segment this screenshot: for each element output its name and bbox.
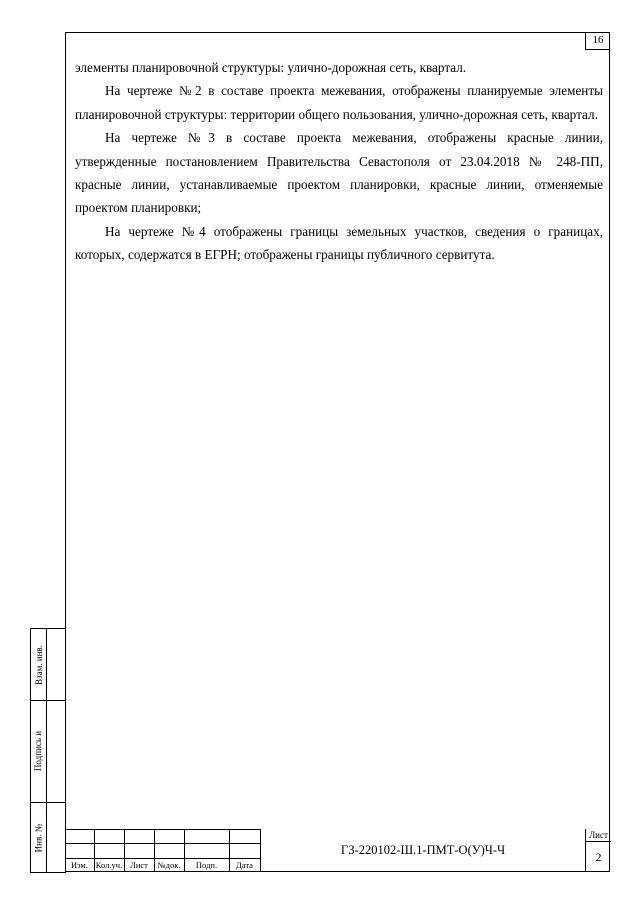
title-block-grid bbox=[65, 829, 260, 872]
title-block-header-data: Дата bbox=[236, 860, 253, 870]
side-strip-divider bbox=[46, 629, 47, 872]
document-code bbox=[260, 829, 585, 872]
side-label-podpis: Подпись и bbox=[33, 730, 44, 772]
document-code-text: ГЗ-220102-Ш.1-ПМТ-О(У)Ч-Ч bbox=[340, 843, 506, 857]
paragraph-3: На чертеже №3 в составе проекта межевания, отображены красные линии, утвержденные постановлением Правительства Севастополя от 23.04.2018 № 248-ПП, красные линии, устанавливаемые проектом планировки, красные линии, отменяемые проектом планировки; bbox=[75, 130, 603, 216]
title-block-header-list: Лист bbox=[130, 860, 148, 870]
sheet-number: 2 bbox=[595, 850, 602, 864]
title-block-header-kol-uch: Кол.уч. bbox=[95, 860, 123, 870]
side-label-vzam-inv: Взам. инв. bbox=[33, 644, 44, 685]
page-number: 16 bbox=[585, 32, 610, 50]
title-block-header-izm: Изм. bbox=[71, 860, 88, 870]
paragraph-1: элементы планировочной структуры: улично-дорожная сеть, квартал. bbox=[75, 60, 467, 75]
title-block-header-nodok: №док. bbox=[157, 860, 181, 870]
paragraph-2: На чертеже №2 в составе проекта межевания, отображены планируемые элементы планировочной структуры: территории общего пользования, улично-дорожная сеть, квартал. bbox=[75, 83, 603, 122]
body-text bbox=[75, 56, 603, 267]
paragraph-4: На чертеже №4 отображены границы земельных участков, сведения о границах, которых, содержатся в ЕГРН; отображены границы публичного сервитута. bbox=[75, 223, 603, 263]
side-strip bbox=[30, 628, 66, 873]
sheet-cell bbox=[585, 829, 610, 872]
title-block-header-podp: Подп. bbox=[195, 860, 218, 870]
side-label-inv-no: Инв. № bbox=[33, 823, 44, 853]
sheet-label: Лист bbox=[586, 829, 611, 842]
